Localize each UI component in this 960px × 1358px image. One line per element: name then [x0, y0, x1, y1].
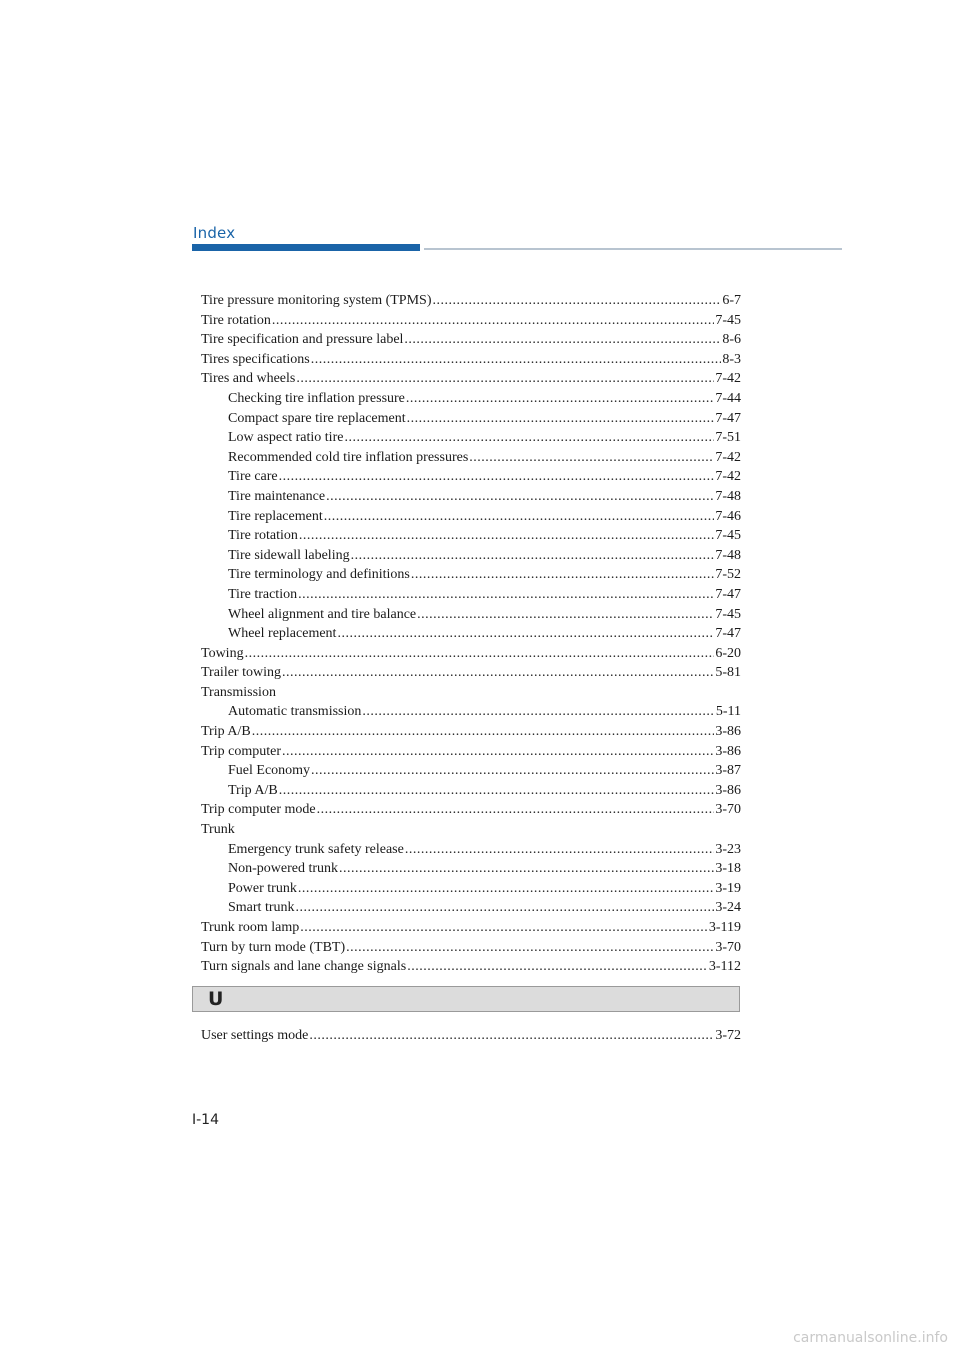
dot-leader	[311, 350, 722, 370]
index-entry	[201, 369, 741, 389]
page-number: I-14	[192, 1112, 219, 1128]
dot-leader	[309, 1026, 714, 1046]
dot-leader	[346, 938, 714, 958]
header-accent-bar	[192, 244, 420, 251]
index-term: Smart trunk	[228, 900, 295, 916]
index-subentry	[201, 448, 741, 468]
index-entry	[201, 663, 741, 683]
dot-leader	[245, 644, 715, 664]
index-term: Tire care	[228, 469, 278, 485]
dot-leader	[417, 605, 714, 625]
section-letter: U	[208, 988, 224, 1010]
index-term: Non-powered trunk	[228, 861, 339, 877]
index-page-ref: 3-19	[715, 880, 741, 896]
dot-leader	[317, 800, 715, 820]
index-entry	[201, 957, 741, 977]
index-entry	[201, 330, 741, 350]
index-term: Compact spare tire replacement	[228, 410, 406, 426]
index-subentry	[201, 781, 741, 801]
index-subentry	[201, 428, 741, 448]
section-band-u	[192, 986, 740, 1012]
index-subentry	[201, 467, 741, 487]
index-term: Tire terminology and definitions	[228, 567, 410, 583]
dot-leader	[411, 565, 714, 585]
index-subentry	[201, 526, 741, 546]
index-entries-list-u	[201, 1026, 741, 1046]
dot-leader	[337, 624, 714, 644]
index-page-ref: 8-6	[722, 332, 741, 348]
index-entry	[201, 1026, 741, 1046]
dot-leader	[252, 722, 715, 742]
dot-leader	[324, 507, 715, 527]
dot-leader	[406, 389, 714, 409]
index-term: Trunk room lamp	[201, 920, 300, 935]
dot-leader	[469, 448, 714, 468]
index-term: Trip A/B	[228, 782, 278, 798]
dot-leader	[296, 369, 714, 389]
index-page-ref: 3-86	[715, 724, 741, 740]
index-page-ref: 7-48	[715, 547, 741, 563]
index-page-ref: 6-7	[722, 293, 741, 308]
index-term: Recommended cold tire inflation pressures	[228, 449, 469, 465]
index-page-ref: 3-119	[708, 920, 741, 935]
section-header-title: Index	[193, 224, 236, 242]
index-term: Tire maintenance	[228, 488, 326, 504]
index-subentry	[201, 840, 741, 860]
index-term: Trip computer mode	[201, 802, 316, 818]
index-subentry	[201, 605, 741, 625]
index-subentry	[201, 546, 741, 566]
index-entry	[201, 683, 741, 703]
index-page-ref: 5-81	[715, 665, 741, 681]
dot-leader	[407, 957, 708, 977]
index-page-ref: 3-70	[715, 939, 741, 955]
index-term: Tire specification and pressure label	[201, 332, 404, 348]
index-page-ref: 3-24	[715, 900, 741, 916]
index-term: Towing	[201, 645, 244, 661]
index-term: User settings mode	[201, 1028, 309, 1043]
dot-leader	[296, 898, 715, 918]
index-entry	[201, 644, 741, 664]
index-page-ref: 3-87	[715, 763, 741, 779]
dot-leader	[339, 859, 714, 879]
index-term: Trip computer	[201, 743, 281, 759]
index-subentry	[201, 898, 741, 918]
index-term: Automatic transmission	[228, 704, 362, 720]
dot-leader	[344, 428, 714, 448]
dot-leader	[279, 467, 715, 487]
index-subentry	[201, 389, 741, 409]
dot-leader	[326, 487, 714, 507]
index-term: Checking tire inflation pressure	[228, 390, 405, 406]
dot-leader	[405, 840, 715, 860]
index-page-ref: 7-42	[715, 469, 741, 485]
dot-leader	[362, 702, 714, 722]
index-page-ref: 5-11	[715, 704, 741, 720]
index-page-ref: 8-3	[722, 351, 741, 367]
index-page-ref: 7-47	[715, 586, 741, 602]
index-subentry	[201, 585, 741, 605]
dot-leader	[298, 879, 715, 899]
index-entries-list	[201, 291, 741, 977]
index-page-ref: 7-42	[715, 371, 741, 387]
index-page-ref: 3-112	[708, 959, 741, 975]
index-term: Trunk	[201, 822, 235, 838]
index-entry	[201, 800, 741, 820]
index-subentry	[201, 859, 741, 879]
index-term: Low aspect ratio tire	[228, 430, 344, 446]
index-page-ref: 7-47	[715, 626, 741, 642]
index-subentry	[201, 624, 741, 644]
index-entry	[201, 350, 741, 370]
index-term: Tire replacement	[228, 508, 323, 524]
index-page-ref: 3-86	[715, 743, 741, 759]
dot-leader	[299, 526, 714, 546]
index-entry	[201, 918, 741, 938]
index-term: Fuel Economy	[228, 763, 311, 779]
header-divider-line	[424, 248, 842, 250]
index-subentry	[201, 487, 741, 507]
index-term: Trip A/B	[201, 724, 251, 740]
index-subentry	[201, 702, 741, 722]
index-entry	[201, 311, 741, 331]
dot-leader	[404, 330, 721, 350]
index-subentry	[201, 507, 741, 527]
index-term: Turn signals and lane change signals	[201, 959, 407, 975]
dot-leader	[351, 546, 715, 566]
index-term: Turn by turn mode (TBT)	[201, 939, 346, 955]
dot-leader	[298, 585, 714, 605]
index-page-ref: 7-42	[715, 449, 741, 465]
dot-leader	[432, 291, 721, 311]
index-term: Tire sidewall labeling	[228, 547, 350, 563]
index-term: Tires and wheels	[201, 371, 296, 387]
index-entry	[201, 820, 741, 840]
index-term: Transmission	[201, 684, 276, 700]
index-page-ref: 7-45	[715, 312, 741, 328]
index-page-ref: 7-46	[715, 508, 741, 524]
index-entry	[201, 722, 741, 742]
watermark: carmanualsonline.info	[793, 1330, 948, 1346]
index-entry	[201, 291, 741, 311]
dot-leader	[300, 918, 708, 938]
index-page-ref: 7-51	[715, 430, 741, 446]
dot-leader	[407, 409, 715, 429]
index-page-ref: 3-23	[715, 841, 741, 857]
index-subentry	[201, 761, 741, 781]
index-term: Tire pressure monitoring system (TPMS)	[201, 293, 432, 308]
index-term: Tire rotation	[228, 528, 298, 544]
index-term: Wheel replacement	[228, 626, 337, 642]
index-term: Tires specifications	[201, 351, 310, 367]
index-entry	[201, 938, 741, 958]
index-page-ref: 3-18	[715, 861, 741, 877]
index-page-ref: 7-45	[715, 528, 741, 544]
index-term: Tire rotation	[201, 312, 271, 328]
dot-leader	[282, 663, 714, 683]
index-entry	[201, 742, 741, 762]
dot-leader	[279, 781, 715, 801]
index-page-ref: 3-70	[715, 802, 741, 818]
index-page-ref: 3-86	[715, 782, 741, 798]
index-subentry	[201, 565, 741, 585]
index-term: Wheel alignment and tire balance	[228, 606, 417, 622]
index-page-ref: 7-52	[715, 567, 741, 583]
dot-leader	[282, 742, 714, 762]
index-subentry	[201, 409, 741, 429]
index-page-ref: 7-48	[715, 488, 741, 504]
index-term: Emergency trunk safety release	[228, 841, 404, 857]
index-term: Trailer towing	[201, 665, 281, 681]
index-term: Tire traction	[228, 586, 298, 602]
index-subentry	[201, 879, 741, 899]
index-page-ref: 7-45	[715, 606, 741, 622]
index-term: Power trunk	[228, 880, 297, 896]
index-page-ref: 7-44	[715, 390, 741, 406]
dot-leader	[311, 761, 714, 781]
index-page-ref: 6-20	[715, 645, 741, 661]
dot-leader	[272, 311, 714, 331]
index-page-ref: 3-72	[715, 1028, 741, 1043]
index-page-ref: 7-47	[715, 410, 741, 426]
